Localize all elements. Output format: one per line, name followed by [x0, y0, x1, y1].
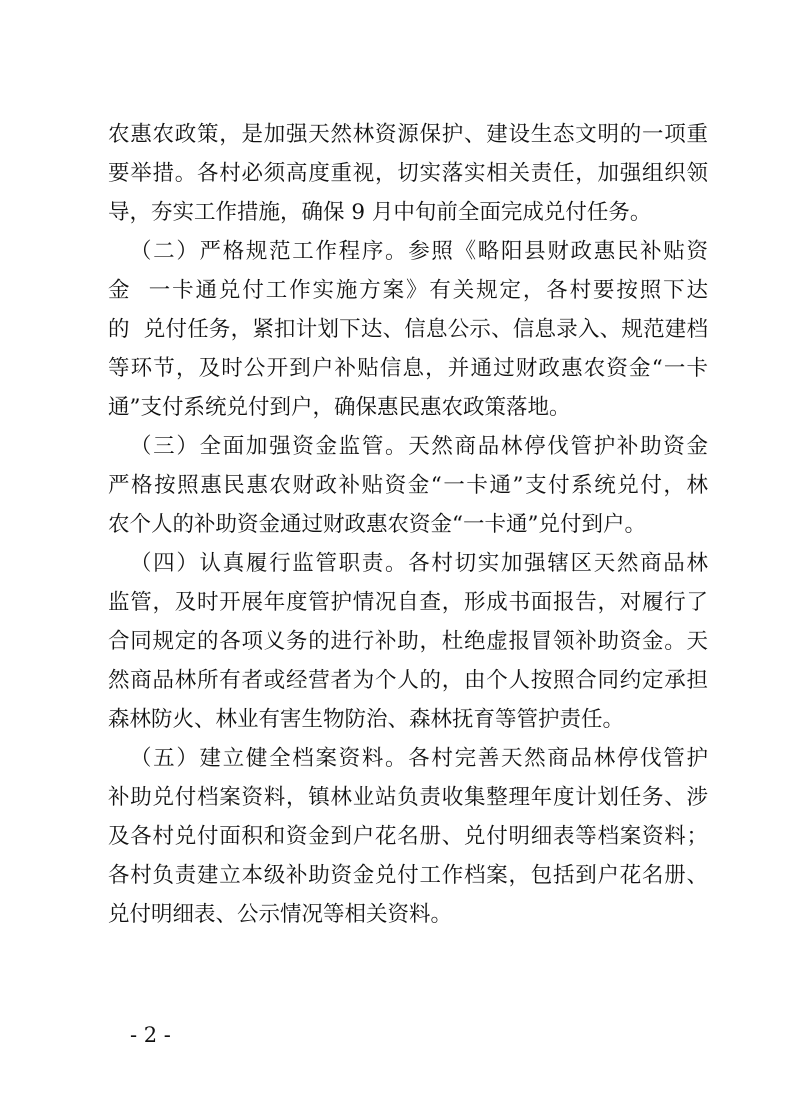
text-line: 的 兑付任务，紧扣计划下达、信息公示、信息录入、规范建档: [108, 317, 708, 342]
paragraph-heading-line: （二）严格规范工作程序。参照《略阳县财政惠民补贴资: [130, 239, 708, 264]
text-line: 农惠农政策，是加强天然林资源保护、建设生态文明的一项重: [108, 122, 708, 147]
text-line: 监管，及时开展年度管护情况自查，形成书面报告，对履行了: [108, 590, 708, 615]
text-line: 农个人的补助资金通过财政惠农资金“一卡通”兑付到户。: [108, 512, 646, 537]
text-line: 要举措。各村必须高度重视，切实落实相关责任，加强组织领: [108, 161, 708, 186]
text-line: 等环节，及时公开到户补贴信息，并通过财政惠农资金“一卡: [108, 356, 708, 381]
text-line: 兑付明细表、公示情况等相关资料。: [108, 902, 453, 927]
text-line: 通”支付系统兑付到户，确保惠民惠农政策落地。: [108, 395, 571, 420]
text-line: 然商品林所有者或经营者为个人的，由个人按照合同约定承担: [108, 668, 708, 693]
paragraph-heading-line: （四）认真履行监管职责。各村切实加强辖区天然商品林: [130, 551, 708, 576]
text-line: 金 一卡通兑付工作实施方案》有关规定，各村要按照下达: [108, 278, 708, 303]
paragraph-heading-line: （三）全面加强资金监管。天然商品林停伐管护补助资金: [130, 434, 708, 459]
text-line: 补助兑付档案资料，镇林业站负责收集整理年度计划任务、涉: [108, 785, 708, 810]
text-line: 森林防火、林业有害生物防治、森林抚育等管护责任。: [108, 707, 625, 732]
text-line: 导，夯实工作措施，确保 9 月中旬前全面完成兑付任务。: [108, 200, 652, 225]
text-line: 合同规定的各项义务的进行补助，杜绝虚报冒领补助资金。天: [108, 629, 708, 654]
text-line: 及各村兑付面积和资金到户花名册、兑付明细表等档案资料；: [108, 824, 708, 849]
text-line: 严格按照惠民惠农财政补贴资金“一卡通”支付系统兑付，林: [108, 473, 708, 498]
page-number: - 2 -: [130, 1023, 171, 1047]
paragraph-heading-line: （五）建立健全档案资料。各村完善天然商品林停伐管护: [130, 746, 708, 771]
text-line: 各村负责建立本级补助资金兑付工作档案，包括到户花名册、: [108, 863, 708, 888]
